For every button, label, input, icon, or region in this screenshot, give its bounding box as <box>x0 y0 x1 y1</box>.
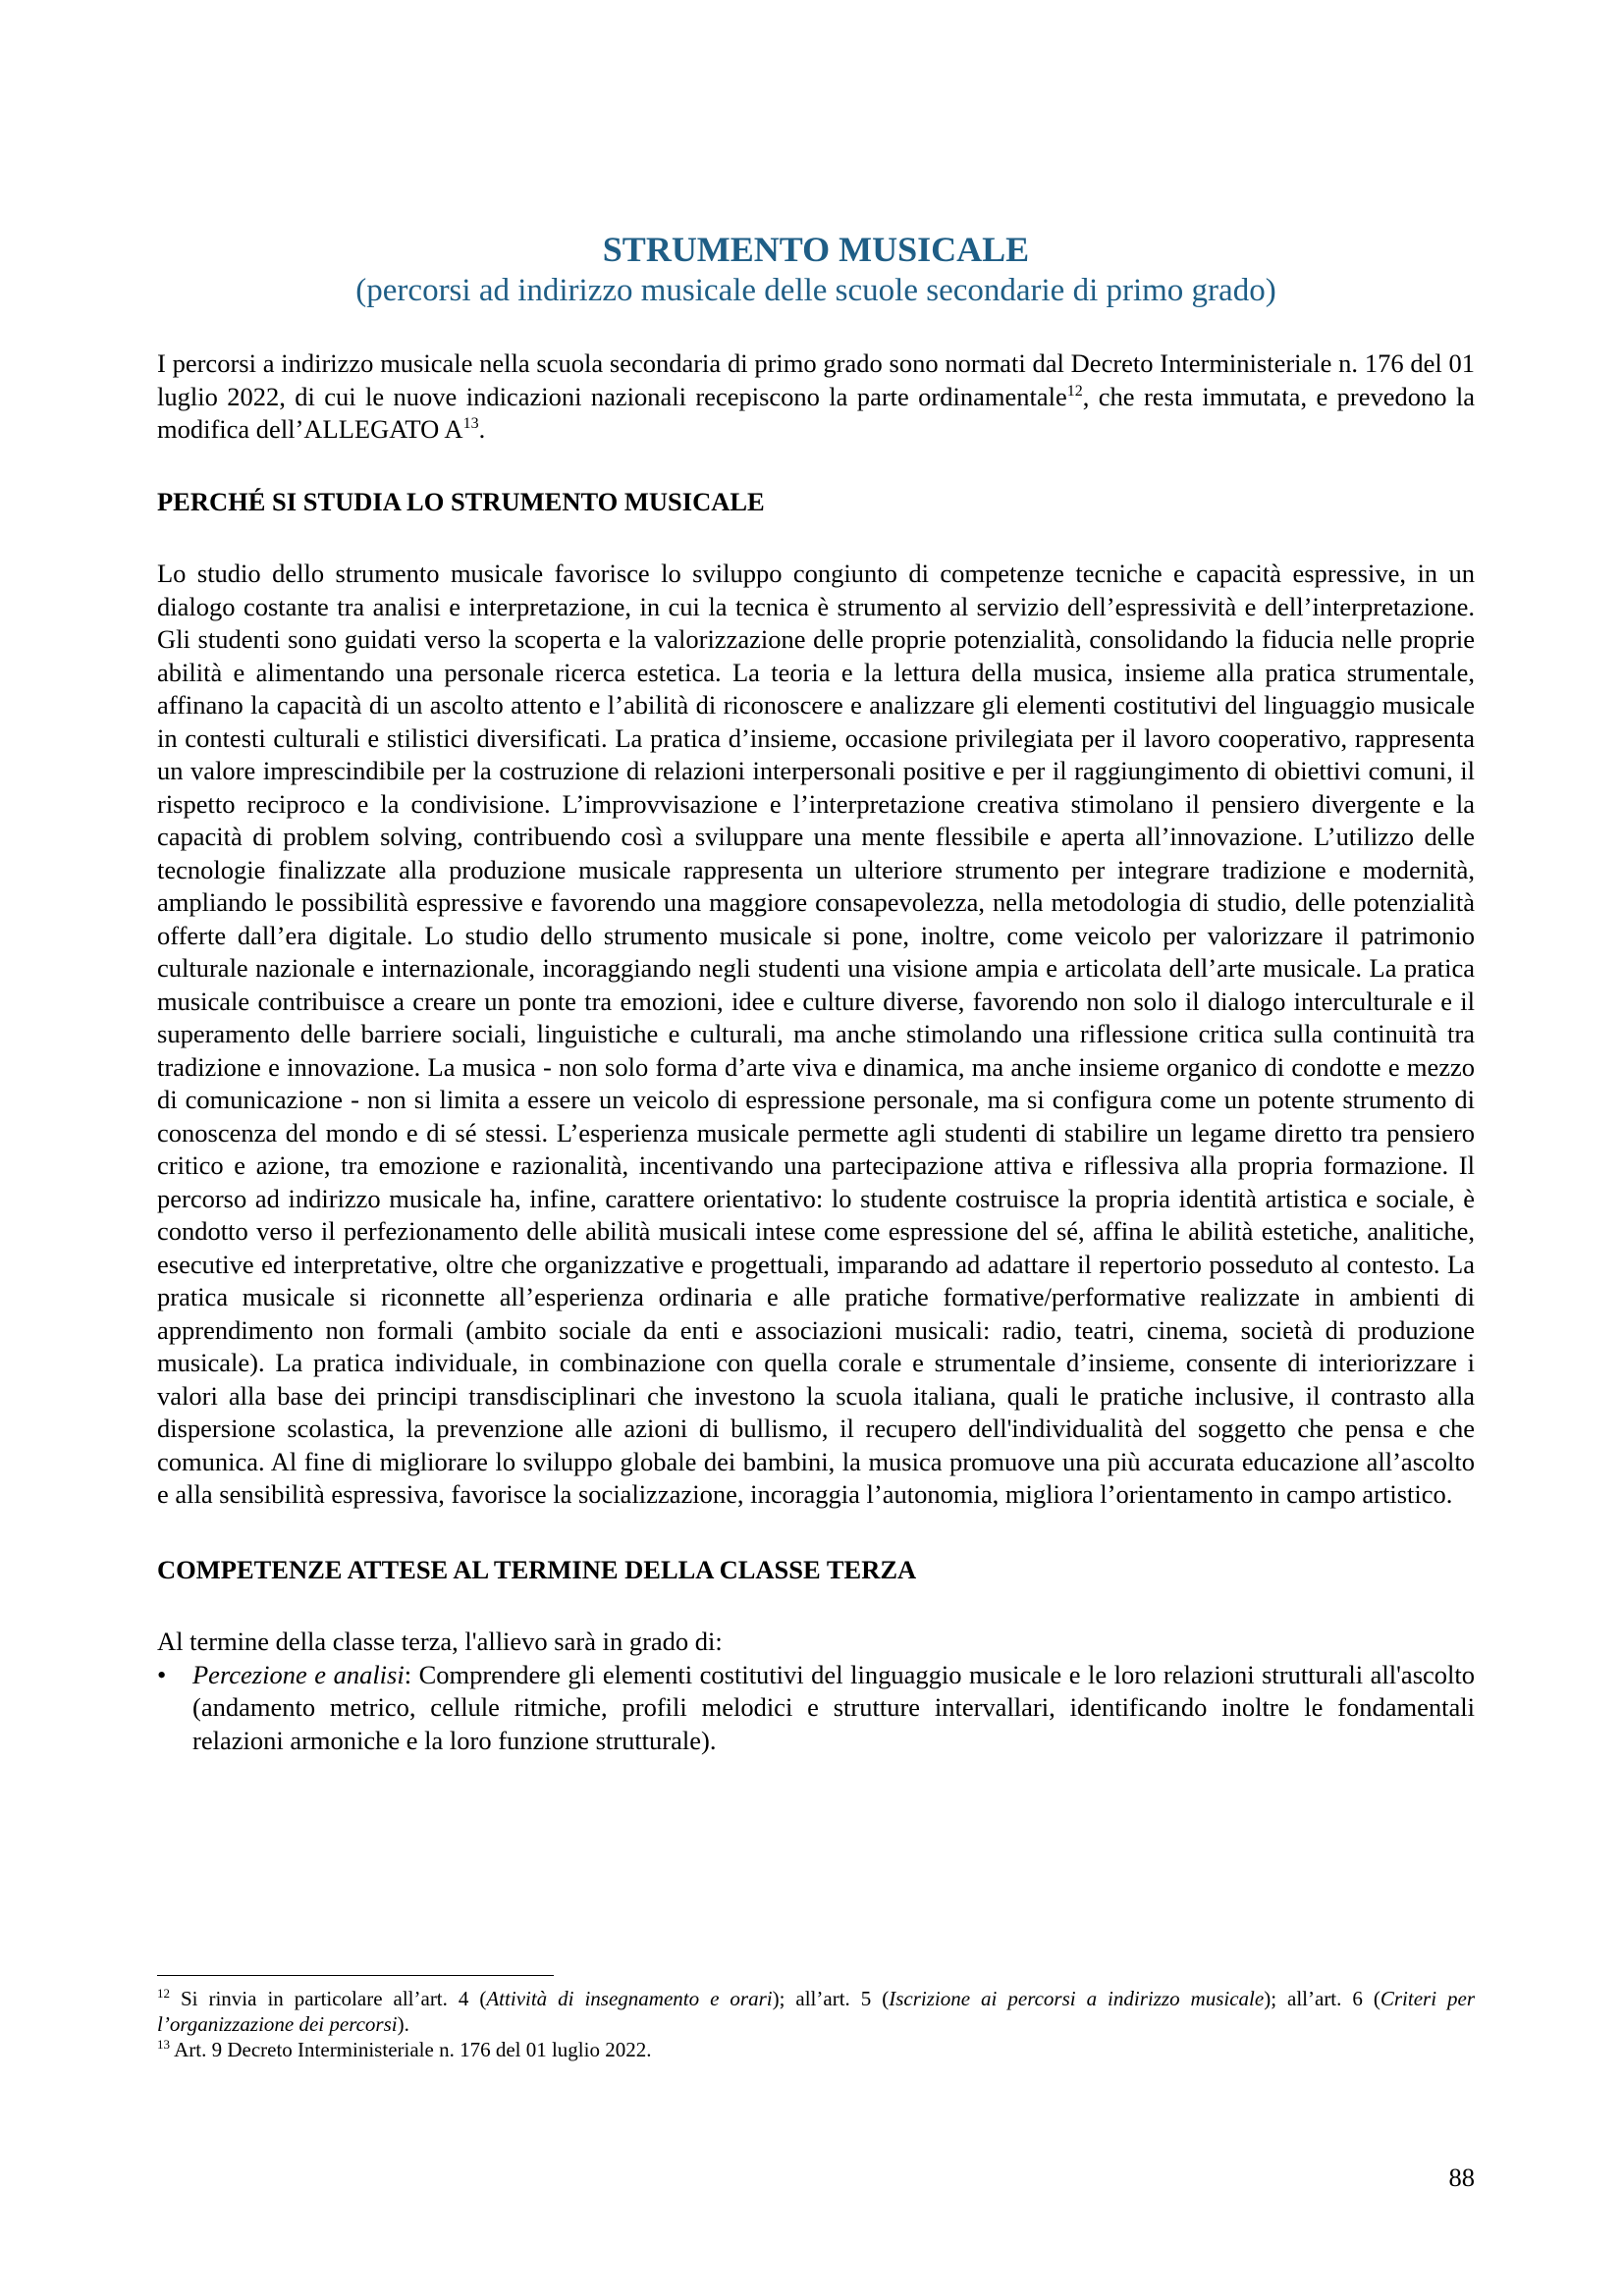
footnote-italic: Iscrizione ai percorsi a indirizzo musicale <box>889 1987 1265 2010</box>
footnote-ref-12[interactable]: 12 <box>1066 382 1083 400</box>
footnote-text: Art. 9 Decreto Interministeriale n. 176 del 01 luglio 2022. <box>170 2038 652 2061</box>
footnote-divider <box>157 1975 554 1976</box>
list-item-text: : Comprendere gli elementi costitutivi del linguaggio musicale e le loro relazioni strutturali all'ascolto (andamento metrico, cellule ritmiche, profili melodici e strutture intervallari, identificando inoltre le fondamentali relazioni armoniche e la loro funzione strutturale). <box>192 1659 1475 1755</box>
competenze-lead: Al termine della classe terza, l'allievo sarà in grado di: <box>157 1627 723 1656</box>
page-subtitle: (percorsi ad indirizzo musicale delle scuole secondarie di primo grado) <box>355 273 1276 308</box>
footnote-italic: Attività di insegnamento e orari <box>486 1987 773 2010</box>
intro-text-1: I percorsi a indirizzo musicale nella scuola secondaria di primo grado sono normati dal Decreto Interministeriale n. 176 del 01 luglio 2022, di cui le nuove indicazioni nazionali recepiscono la parte ordinamentale <box>157 348 1475 411</box>
footnote-ref-13[interactable]: 13 <box>462 415 479 433</box>
footnote-12 <box>157 1986 1475 2037</box>
page-number: 88 <box>1448 2163 1475 2192</box>
bullet-icon: • <box>157 1659 167 1689</box>
section-body-perche: Lo studio dello strumento musicale favorisce lo sviluppo congiunto di competenze tecniche e capacità espressive, in un dialogo costante tra analisi e interpretazione, in cui la tecnica è strumento al servizio dell’espressività e dell’interpretazione. Gli studenti sono guidati verso la scoperta e la valorizzazione delle proprie potenzialità, consolidando la fiducia nelle proprie abilità e alimentando una personale ricerca estetica. La teoria e la lettura della musica, insieme alla pratica strumentale, affinano la capacità di un ascolto attento e l’abilità di riconoscere e analizzare gli elementi costitutivi del linguaggio musicale in contesti culturali e stilistici diversificati. La pratica d’insieme, occasione privilegiata per il lavoro cooperativo, rappresenta un valore imprescindibile per la costruzione di relazioni interpersonali positive e per il raggiungimento di obiettivi comuni, il rispetto reciproco e la condivisione. L’improvvisazione e l’interpretazione creativa stimolano il pensiero divergente e la capacità di problem solving, contribuendo così a sviluppare una mente flessibile e aperta all’innovazione. L’utilizzo delle tecnologie finalizzate alla produzione musicale rappresenta un ulteriore strumento per integrare tradizione e modernità, ampliando le possibilità espressive e favorendo una maggiore consapevolezza, nella metodologia di studio, delle potenzialità offerte dall’era digitale. Lo studio dello strumento musicale si pone, inoltre, come veicolo per valorizzare il patrimonio culturale nazionale e internazionale, incoraggiando negli studenti una visione ampia e articolata dell’arte musicale. La pratica musicale contribuisce a creare un ponte tra emozioni, idee e culture diverse, favorendo non solo il dialogo interculturale e il superamento delle barriere sociali, linguistiche e culturali, ma anche stimolando una riflessione critica sulla continuità tra tradizione e innovazione. La musica - non solo forma d’arte viva e dinamica, ma anche insieme organico di condotte e mezzo di comunicazione - non si limita a essere un veicolo di espressione personale, ma si configura come un potente strumento di conoscenza del mondo e di sé stessi. L’esperienza musicale permette agli studenti di stabilire un legame diretto tra pensiero critico e azione, tra emozione e razionalità, incentivando una partecipazione attiva e riflessiva alla propria formazione. Il percorso ad indirizzo musicale ha, infine, carattere orientativo: lo studente costruisce la propria identità artistica e sociale, è condotto verso il perfezionamento delle abilità musicali intese come espressione del sé, affina le abilità estetiche, analitiche, esecutive ed interpretative, oltre che organizzative e progettuali, imparando ad adattare il repertorio posseduto al contesto. La pratica musicale si riconnette all’esperienza ordinaria e alle pratiche formative/performative realizzate in ambienti di apprendimento non formali (ambito sociale da enti e associazioni musicali: radio, teatri, cinema, società di produzione musicale). La pratica individuale, in combinazione con quella corale e strumentale d’insieme, consente di interiorizzare i valori alla base dei principi transdisciplinari che investono la scuola italiana, quali le pratiche inclusive, il contrasto alla dispersione scolastica, la prevenzione alle azioni di bullismo, il recupero dell'individualità del soggetto che pensa e che comunica. Al fine di migliorare lo sviluppo globale dei bambini, la musica promuove una più accurata educazione all’ascolto e alla sensibilità espressiva, favorisce la socializzazione, incoraggia l’autonomia, migliora l’orientamento in campo artistico. <box>157 559 1475 1509</box>
footnote-number: 13 <box>157 2037 170 2052</box>
competenze-list <box>157 1659 1475 1758</box>
footnote-text: ); all’art. 5 ( <box>772 1987 890 2010</box>
footnotes <box>157 1975 1475 2062</box>
intro-text-3: . <box>478 414 486 444</box>
footnote-text: ); all’art. 6 ( <box>1264 1987 1380 2010</box>
section-heading-perche: PERCHÉ SI STUDIA LO STRUMENTO MUSICALE <box>157 486 765 516</box>
list-item-label: Percezione e analisi <box>192 1659 405 1689</box>
intro-text-2: , che resta immutata, e prevedono la modifica dell’ALLEGATO A <box>157 381 1475 444</box>
footnote-text: ). <box>397 2012 409 2036</box>
intro-paragraph <box>157 347 1475 447</box>
list-item <box>157 1659 1475 1758</box>
page-title: STRUMENTO MUSICALE <box>602 230 1030 269</box>
footnote-text: Si rinvia in particolare all’art. 4 ( <box>170 1987 487 2010</box>
footnote-italic: Criteri per l’organizzazione dei percorsi <box>157 1987 1476 2036</box>
footnote-number: 12 <box>157 1986 170 2001</box>
section-heading-competenze: COMPETENZE ATTESE AL TERMINE DELLA CLASSE TERZA <box>157 1554 917 1584</box>
footnote-13 <box>157 2037 1475 2062</box>
